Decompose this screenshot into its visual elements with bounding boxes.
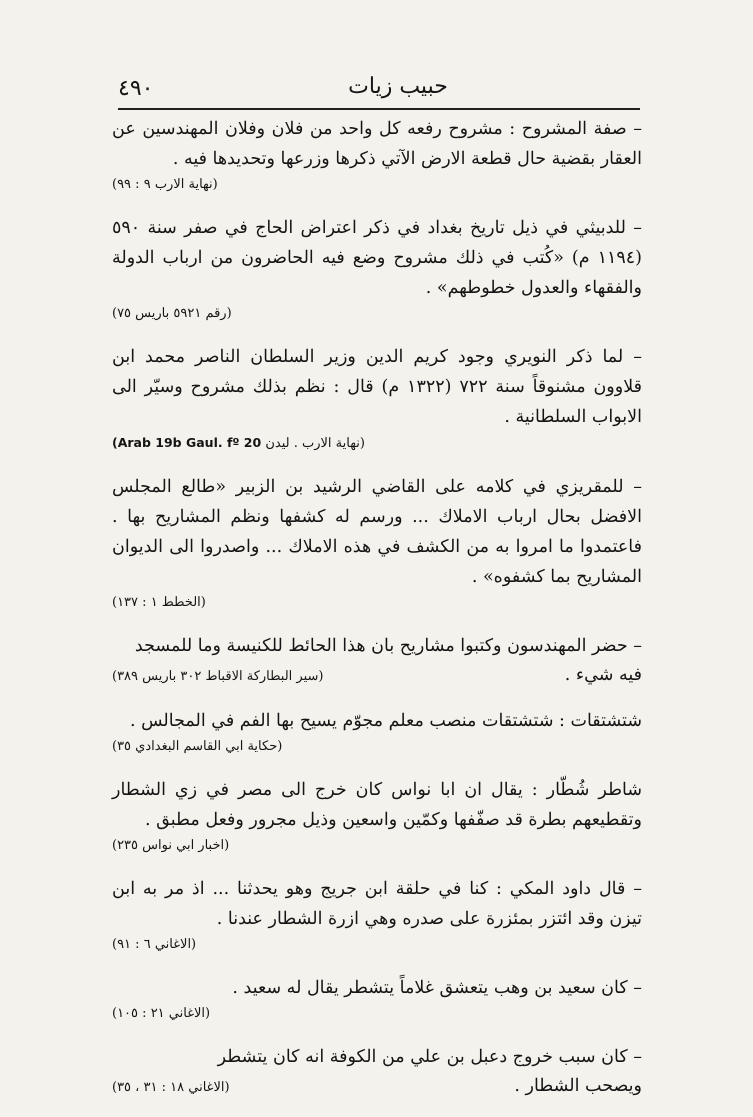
page-number: ٤٩٠ xyxy=(118,76,154,101)
entry-5 xyxy=(112,631,642,689)
entry-text: – كان سعيد بن وهب يتعشق غلاماً يتشطر يقال له سعيد . xyxy=(232,978,642,998)
entry-10 xyxy=(112,1042,642,1100)
entry-text-tail: ويصحب الشطار . xyxy=(514,1076,642,1096)
entry-source: (نهاية الارب ٩ : ٩٩) xyxy=(112,177,218,192)
entry-text: – قال داود المكي : كنا في حلقة ابن جريج وهو يحدثنا ... اذ مر به ابن تيزن وقد ائتزر بمئزرة على صدره وهي ازرة الشطار عندنا . xyxy=(112,879,642,929)
entry-7 xyxy=(112,775,642,857)
running-title: حبيب زيات xyxy=(348,74,448,99)
entry-text: شتشتقات : شتشتقات منصب معلم مجوّم يسيح بها الفم في المجالس . xyxy=(129,711,642,731)
entry-source: (سير البطاركة الاقباط ٣٠٢ باريس ٣٨٩) xyxy=(112,669,324,684)
entry-source-latin: Arab 19b Gaul. fº 20) xyxy=(112,435,262,450)
entry-text: – لما ذكر النويري وجود كريم الدين وزير السلطان الناصر محمد ابن قلاوون مشنوقاً سنة ٧٢٢ (١٣٢٢ م) قال : نظم بذلك مشروح وسيّر الى الابواب السلطانية . xyxy=(112,347,643,427)
entry-source: (الخطط ١ : ١٣٧) xyxy=(112,595,206,610)
entries-list xyxy=(112,114,642,1117)
entry-text: – للدبيثي في ذيل تاريخ بغداد في ذكر اعتراض الحاج في صفر سنة ٥٩٠ (١١٩٤ م) «كُتب في ذلك مشروح وضع فيه الحاضرون من ارباب الدولة والفقهاء والعدول خطوطهم» . xyxy=(112,218,642,298)
entry-source xyxy=(112,432,642,455)
entry-6 xyxy=(112,706,642,758)
entry-2 xyxy=(112,213,642,325)
entry-source: (حكاية ابي القاسم البغدادي ٣٥) xyxy=(112,739,283,754)
entry-source: (رقم ٥٩٢١ باريس ٧٥) xyxy=(112,306,232,321)
entry-8 xyxy=(112,874,642,956)
entry-text: – للمقريزي في كلامه على القاضي الرشيد بن الزبير «طالع المجلس الافضل بحال ارباب الاملاك ... ورسم له كشفها ونظم المشاريح بها . فاعتمدوا ما امروا به من الكشف في هذه الاملاك ... واصدروا الى الديوان المشاريح بما كشفوه» . xyxy=(112,477,642,587)
entry-text: – حضر المهندسون وكتبوا مشاريح بان هذا الحائط للكنيسة وما للمسجد xyxy=(134,636,642,656)
entry-source: (الاغاني ٢١ : ١٠٥) xyxy=(112,1006,211,1021)
entry-source: (الاغاني ١٨ : ٣١ ، ٣٥) xyxy=(112,1080,230,1095)
entry-1 xyxy=(112,114,642,196)
entry-source: (اخبار ابي نواس ٢٣٥) xyxy=(112,838,230,853)
header-rule xyxy=(118,108,640,110)
entry-4 xyxy=(112,472,642,614)
entry-text: – صفة المشروح : مشروح رفعه كل واحد من فلان وفلان المهندسين عن العقار بقضية حال قطعة الارض الآتي ذكرها وزرعها وتحديدها فيه . xyxy=(112,119,642,169)
entry-9 xyxy=(112,973,642,1025)
entry-tail-row xyxy=(112,661,642,689)
entry-source: (الاغاني ٦ : ٩١) xyxy=(112,937,197,952)
entry-source-arabic: (نهاية الارب . ليدن xyxy=(265,436,365,451)
entry-text-tail: فيه شيء . xyxy=(564,665,642,685)
entry-text: شاطر شُطّار : يقال ان ابا نواس كان خرج الى مصر في زي الشطار وتقطيعهم بطرة قد صفّفها وكمّين واسعين وذيل مجرور وفعل مطبق . xyxy=(112,780,642,830)
page-header xyxy=(118,72,638,106)
entry-3 xyxy=(112,342,642,455)
entry-text: – كان سبب خروج دعبل بن علي من الكوفة انه كان يتشطر xyxy=(217,1047,642,1067)
